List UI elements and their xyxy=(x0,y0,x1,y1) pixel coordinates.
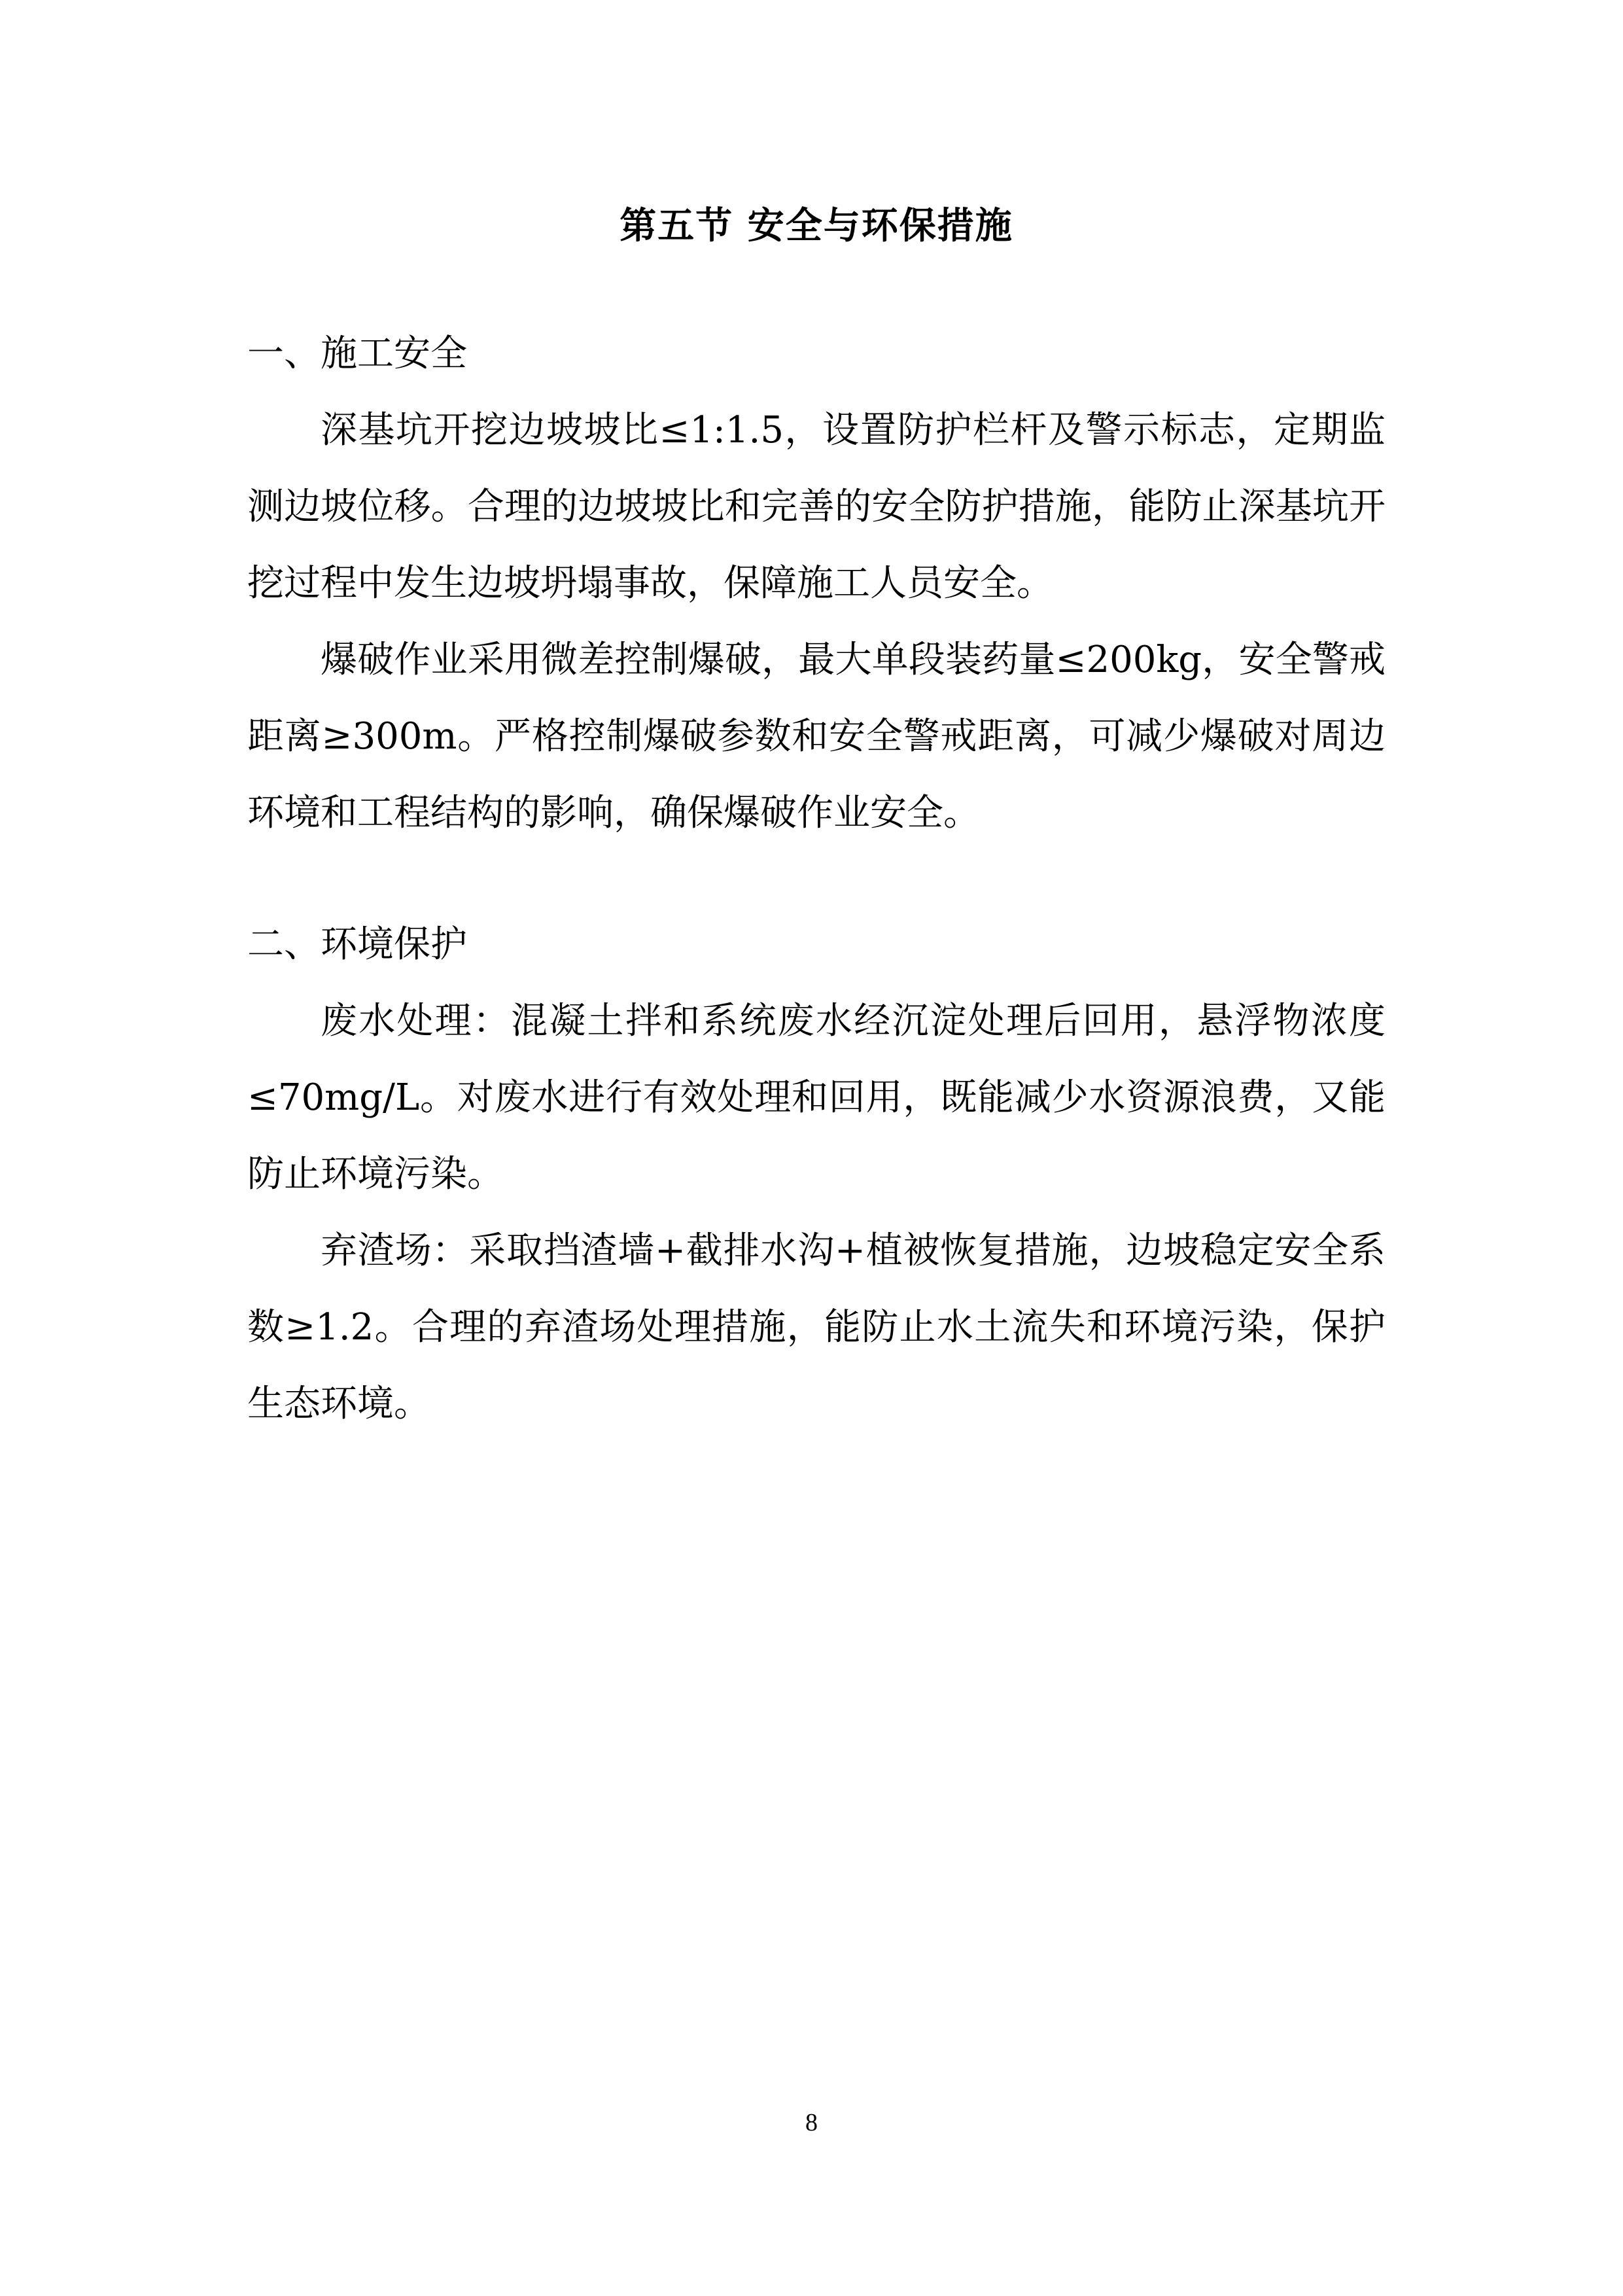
paragraph-blasting-safety: 爆破作业采用微差控制爆破，最大单段装药量≤200kg，安全警戒距离≥300m。严格控制爆破参数和安全警戒距离，可减少爆破对周边环境和工程结构的影响，确保爆破作业安全。 xyxy=(247,639,1386,834)
section-construction-safety xyxy=(247,315,1386,851)
paragraph-slope-protection: 深基坑开挖边坡坡比≤1:1.5，设置防护栏杆及警示标志，定期监测边坡位移。合理的边坡坡比和完善的安全防护措施，能防止深基坑开挖过程中发生边坡坍塌事故，保障施工人员安全。 xyxy=(247,409,1386,605)
section-environmental-protection xyxy=(247,906,1386,1442)
section-title: 第五节 安全与环保措施 xyxy=(620,205,1013,247)
section-heading: 二、环境保护 xyxy=(247,923,467,966)
page-number: 8 xyxy=(805,2109,818,2136)
paragraph-wastewater: 废水处理：混凝土拌和系统废水经沉淀处理后回用，悬浮物浓度≤70mg/L。对废水进行有效处理和回用，既能减少水资源浪费，又能防止环境污染。 xyxy=(247,1000,1386,1195)
paragraph-spoil-site: 弃渣场：采取挡渣墙+截排水沟+植被恢复措施，边坡稳定安全系数≥1.2。合理的弃渣场处理措施，能防止水土流失和环境污染，保护生态环境。 xyxy=(247,1229,1386,1425)
section-heading: 一、施工安全 xyxy=(247,332,467,375)
page-content xyxy=(247,190,1386,1442)
